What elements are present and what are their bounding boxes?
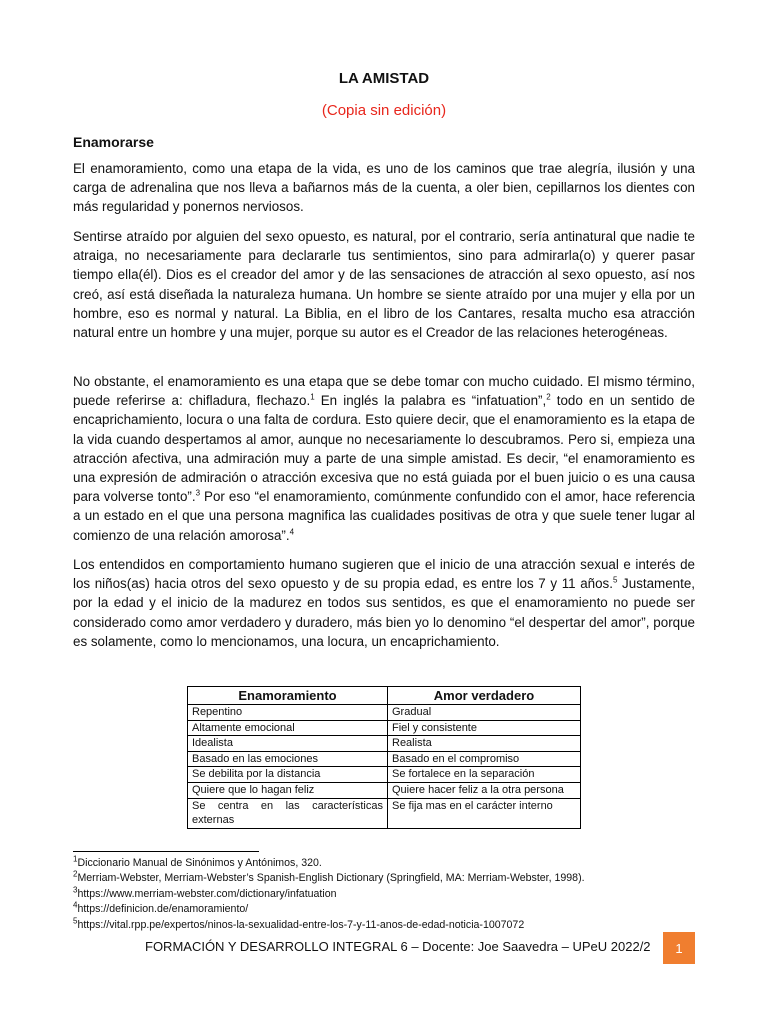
paragraph-1	[73, 159, 695, 217]
page-footer: FORMACIÓN Y DESARROLLO INTEGRAL 6 – Docente: Joe Saavedra – UPeU 2022/2	[145, 939, 651, 954]
paragraph-4	[73, 555, 695, 651]
table-header-row	[188, 687, 581, 705]
table-row	[188, 736, 581, 752]
table-cell: Se centra en las características externas	[188, 798, 388, 828]
page-number: 1	[675, 940, 683, 956]
comparison-table	[187, 686, 581, 829]
paragraph-text: Por eso “el enamoramiento, comúnmente confundido con el amor, hace referencia a un estado en el que una persona magnifica las cualidades positivas de otra y que suele tener lugar al comienzo de una relación amorosa”.	[73, 489, 695, 543]
paragraph-text: Los entendidos en comportamiento humano sugieren que el inicio de una atracción sexual e interés de los niños(as) hacia otros del sexo opuesto y de su propia edad, es entre los 7 y 11 años.	[73, 557, 695, 592]
footnote-number: 4	[73, 900, 78, 910]
table-row	[188, 705, 581, 721]
footnote-number: 3	[73, 885, 78, 895]
footnote-item[interactable]	[73, 887, 713, 902]
table-cell: Se fija mas en el carácter interno	[388, 798, 581, 828]
document-title: LA AMISTAD	[338, 70, 430, 87]
footnote-ref[interactable]: 4	[289, 527, 295, 537]
table-row	[188, 782, 581, 798]
footnote-number: 1	[73, 854, 78, 864]
footnotes	[73, 856, 713, 933]
table-cell: Basado en el compromiso	[388, 751, 581, 767]
footnote-item[interactable]	[73, 918, 713, 933]
table-cell: Fiel y consistente	[388, 720, 581, 736]
table-cell: Idealista	[188, 736, 388, 752]
footnote-number: 5	[73, 916, 78, 926]
table-cell: Quiere hacer feliz a la otra persona	[388, 782, 581, 798]
table-cell: Realista	[388, 736, 581, 752]
table-cell: Quiere que lo hagan feliz	[188, 782, 388, 798]
table-cell: Gradual	[388, 705, 581, 721]
table-header: Amor verdadero	[388, 687, 581, 705]
footnote-ref[interactable]: 5	[612, 575, 618, 585]
footnote-ref[interactable]: 1	[310, 392, 315, 402]
footnote-text: Merriam-Webster, Merriam-Webster’s Spanish-English Dictionary (Springfield, MA: Merriam-Webster, 1998).	[77, 872, 585, 885]
footnote-link[interactable]: https://vital.rpp.pe/expertos/ninos-la-sexualidad-entre-los-7-y-11-anos-de-edad-noticia-1007072	[77, 918, 525, 931]
paragraph-2	[73, 227, 695, 342]
footnote-item	[73, 856, 713, 871]
paragraph-text: El enamoramiento, como una etapa de la vida, es uno de los caminos que trae alegría, ilusión y una carga de adrenalina que nos lleva a bañarnos más de la cuenta, a oler bien, cepillarnos los dientes con más regularidad y ponernos nerviosos.	[73, 161, 695, 215]
footnote-text: Diccionario Manual de Sinónimos y Antónimos, 320.	[77, 857, 322, 869]
table-row	[188, 720, 581, 736]
footnote-ref[interactable]: 3	[195, 488, 201, 498]
paragraph-text: En inglés la palabra es “infatuation”,	[314, 393, 547, 409]
table-cell: Se fortalece en la separación	[388, 767, 581, 783]
table-cell: Altamente emocional	[188, 720, 388, 736]
section-heading: Enamorarse	[73, 134, 154, 150]
footnote-item	[73, 871, 713, 886]
paragraph-text: Justamente, por la edad y el inicio de la madurez en todos sus sentidos, es que el enamoramiento no puede ser considerado como amor verdadero y duradero, más bien yo lo denomino “el despertar del amor”, porque es solamente, como lo mencionamos, una locura, un encaprichamiento.	[73, 576, 695, 649]
table-cell: Basado en las emociones	[188, 751, 388, 767]
table-row	[188, 767, 581, 783]
page-number-badge	[663, 932, 695, 964]
paragraph-text: todo en un sentido de encaprichamiento, locura o una falta de cordura. Esto quiere decir, que el enamoramiento es la etapa de la vida cuando despertamos al amor, aunque no necesariamente lo descubramos. Pero si, empieza una atracción afectiva, una admiración muy a parte de una simple amistad. Es decir, “el enamoramiento es una expresión de admiración o atracción excesiva que no está guiada por el buen juicio o es una causa para volverse tonto”.	[73, 393, 695, 505]
table-cell: Repentino	[188, 705, 388, 721]
table-row	[188, 751, 581, 767]
footnote-ref[interactable]: 2	[546, 392, 551, 402]
footnote-link[interactable]: https://definicion.de/enamoramiento/	[77, 903, 249, 916]
footnote-number: 2	[73, 869, 78, 879]
paragraph-text: No obstante, el enamoramiento es una etapa que se debe tomar con mucho cuidado. El mismo término, puede referirse a: chifladura, flechazo.	[73, 374, 695, 409]
footnote-item[interactable]	[73, 902, 713, 917]
table-row	[188, 798, 581, 828]
paragraph-3	[73, 372, 695, 545]
document-subtitle: (Copia sin edición)	[321, 102, 447, 119]
footnote-divider	[73, 851, 259, 852]
paragraph-text: Sentirse atraído por alguien del sexo opuesto, es natural, por el contrario, sería antinatural que nadie te atraiga, no necesariamente para declararle tus sentimientos, sino para admirarla(o) y querer pasar tiempo ella(él). Dios es el creador del amor y de las sensaciones de atracción al sexo opuesto, así nos creó, así está diseñada la naturaleza humana. Un hombre se siente atraído por una mujer y ella por un hombre, eso es normal y natural. La Biblia, en el libro de los Cantares, resalta mucho esa atracción natural entre un hombre y una mujer, porque su autor es el Creador de las relaciones heterogéneas.	[73, 229, 695, 341]
footnote-link[interactable]: https://www.merriam-webster.com/dictionary/infatuation	[77, 887, 337, 900]
table-header: Enamoramiento	[188, 687, 388, 705]
table-cell: Se debilita por la distancia	[188, 767, 388, 783]
